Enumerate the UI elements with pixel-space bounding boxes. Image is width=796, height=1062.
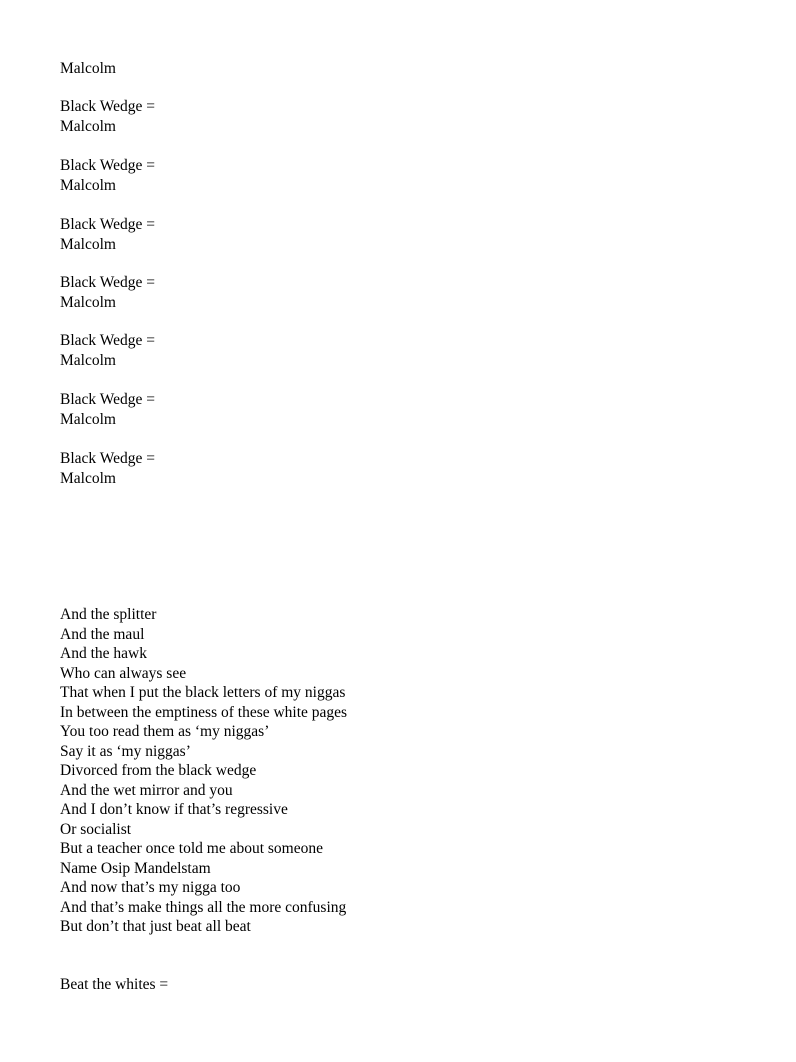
verse-line: And now that’s my nigga too [60,879,241,896]
stanza-line: Malcolm [60,410,116,428]
stanza [60,97,155,136]
stanza-line: Malcolm [60,117,116,135]
verse-line: Who can always see [60,664,187,682]
verse-line: Name Osip Mandelstam [60,859,211,877]
verse-block [60,605,347,937]
stanza-line: Black Wedge = [60,450,156,467]
stanza-line: Malcolm [60,351,116,369]
stanza [60,331,155,370]
verse-line: And the splitter [60,606,157,623]
stanza [60,273,155,312]
closing-line: Beat the whites = [60,976,169,993]
stanza-line: Malcolm [60,293,116,311]
verse-line: But don’t that just beat all beat [60,918,251,935]
verse-line: And the hawk [60,645,147,662]
stanza [60,449,155,488]
verse-line: And the maul [60,625,145,643]
stanza-line: Black Wedge = [60,391,156,408]
stanza [60,215,155,254]
verse-line: And I don’t know if that’s regressive [60,801,288,818]
stanza-line: Black Wedge = [60,216,156,233]
stanza-line: Malcolm [60,469,116,487]
verse-line: In between the emptiness of these white pages [60,703,348,721]
stanza [60,390,155,429]
verse-line: Or socialist [60,820,132,838]
verse-line: Say it as ‘my niggas’ [60,742,191,760]
verse-line: That when I put the black letters of my niggas [60,684,346,701]
stanza [60,156,155,195]
verse-line: And that’s make things all the more confusing [60,898,347,916]
verse-line: And the wet mirror and you [60,781,233,799]
verse-line: But a teacher once told me about someone [60,840,323,857]
stanza-line: Black Wedge = [60,332,156,349]
stanza-line: Black Wedge = [60,98,156,115]
opening-line: Malcolm [60,60,116,77]
stanza-line: Malcolm [60,176,116,194]
stanza-line: Black Wedge = [60,157,156,174]
verse-line: Divorced from the black wedge [60,762,257,779]
stanza-line: Black Wedge = [60,274,156,291]
verse-line: You too read them as ‘my niggas’ [60,723,270,740]
stanza-line: Malcolm [60,235,116,253]
